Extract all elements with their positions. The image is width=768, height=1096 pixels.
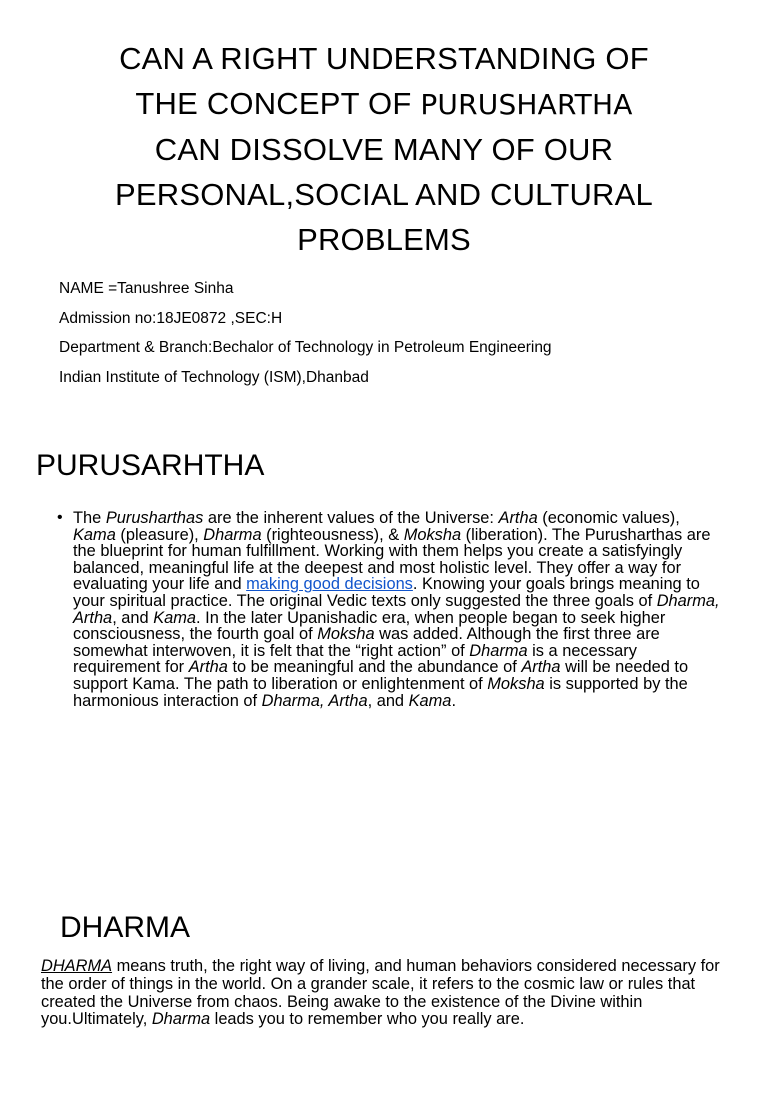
italic-term: Moksha [317,625,375,644]
italic-term: Dharma [469,641,528,660]
section-heading: DHARMA [60,911,191,944]
italic-term: Artha [521,658,561,677]
text-run: leads you to remember who you really are. [210,1010,525,1029]
text-run: (economic values), [537,509,680,527]
title-line: CAN DISSOLVE MANY OF OUR [154,132,614,167]
italic-term: Kama [153,608,197,627]
italic-term: Dharma, Artha [261,691,368,710]
text-run: The [73,509,106,527]
text-run: is supported by the harmonious interaction of [73,674,688,710]
title-slide [0,0,768,400]
text-run: . [451,691,456,710]
text-run: , and [112,608,154,627]
purushartha-slide [0,436,768,876]
dharma-lead: DHARMA [41,957,113,975]
text-run: . Knowing your goals brings meaning to your spiritual practice. The original Vedic texts only suggested the three goals of [73,575,700,610]
author-info [59,274,552,392]
text-run: will be needed to support Kama. The path to liberation or enlightenment of [73,658,689,693]
italic-term: Dharma [151,1010,211,1029]
italic-term: Dharma, Artha [73,591,720,627]
italic-term: Artha [188,658,228,677]
italic-term: Kama [408,691,452,710]
bullet-paragraph [73,510,723,709]
title-text: THE CONCEPT OF [135,86,412,121]
italic-term: Moksha [487,674,545,693]
italic-term: Kama [73,525,116,544]
making-good-decisions-link[interactable]: making good decisions [246,575,413,594]
text-run: to be meaningful and the abundance of [227,658,522,677]
italic-term: Purusharthas [105,509,204,527]
text-run: (righteousness), & [261,525,404,544]
text-run: means truth, the right way of living, and human behaviors considered necessary for the order of things in the world. On a grander scale, it refers to the cosmic law or rules that created the Universe from chaos. Being awake to the existence of the Divine within you.Ultimately, [41,957,720,1029]
italic-term: Moksha [403,525,462,544]
author-name: NAME =Tanushree Sinha [59,280,234,297]
department: Department & Branch:Bechalor of Technology in Petroleum Engineering [59,339,552,356]
title-emphasis: PURUSHARTHA [420,88,633,121]
text-run: (pleasure), [115,525,204,544]
bullet-icon: • [57,509,63,526]
title-line: PROBLEMS [297,222,471,257]
admission-number: Admission no:18JE0872 ,SEC:H [59,309,283,327]
title-line [30,81,738,127]
text-run: was added. Although the first three are somewhat interwoven, it is felt that the “right action” of [73,625,660,660]
text-run: , and [367,691,409,710]
italic-term: Dharma [203,525,262,544]
slide-title [30,36,738,262]
section-heading: PURUSARHTHA [36,449,265,482]
dharma-paragraph [41,958,731,1029]
title-line: PERSONAL,SOCIAL AND CULTURAL [115,177,653,212]
institute: Indian Institute of Technology (ISM),Dhanbad [59,368,369,386]
dharma-slide [0,896,768,1096]
text-run: is a necessary requirement for [73,641,637,677]
text-run: (liberation). The Purusharthas are the blueprint for human fulfillment. Working with them helps you create a satisfyingly balanced, meaningful life at the deepest and most holistic level. They offer a way for evaluating your life and [73,525,711,594]
text-run: are the inherent values of the Universe: [203,509,499,527]
italic-term: Artha [498,509,538,527]
title-line: CAN A RIGHT UNDERSTANDING OF [119,41,649,76]
text-run: . In the later Upanishadic era, when people began to seek higher consciousness, the fourth goal of [73,608,666,644]
